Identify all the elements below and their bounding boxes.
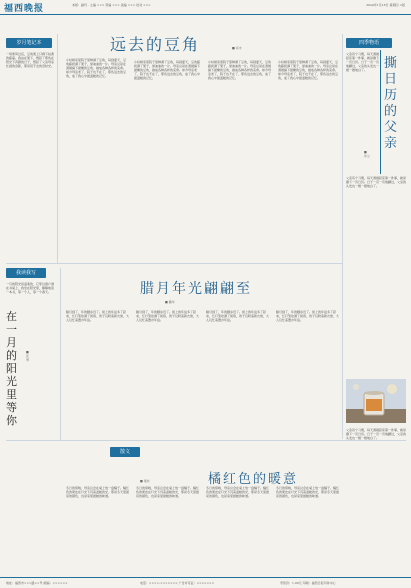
article-body-yangguang: 一月的阳光是温柔的，它穿过窗户洒在书桌上，我坐在阳光里，静静地读一本书，等一个人，等一个春天。: [6, 282, 55, 294]
page-header: [0, 0, 411, 15]
article-title-yangguang: 在一月的阳光里等你: [6, 310, 19, 427]
article-body-laba: 腊月到了，年的脚步近了。街上的年货多了起来，红灯笼挂满了街巷，孩子们盼着新衣裳，大人们忙着置办年货。: [136, 310, 200, 322]
article-body-laba: 腊月到了，年的脚步近了。街上的年货多了起来，红灯笼挂满了街巷，孩子们盼着新衣裳，大人们忙着置办年货。: [276, 310, 340, 322]
article-body-doujiao: 小时候家里院子里种满了豆角，每到夏天，豆角藤爬满了架子，绿油油的一片。母亲总是在清晨摘下最嫩的豆角，做成各种各样的菜肴。如今母亲老了，院子也不在了，那些远去的豆角，成了我心中最温暖的记忆。: [278, 60, 339, 80]
article-body-calendar: 父亲有个习惯，每天清晨起床第一件事，就是撕下一页日历。日子一页一页地翻过，父亲的头发也一根一根地白了。: [346, 52, 380, 72]
section-label-bottom: 散文: [110, 447, 140, 457]
article-body-orange: 冬日的傍晚，母亲总会在桌上放一盘橘子。橘红色的果皮在灯光下闪着温暖的光，那是冬天里最亮的颜色，也是家里最暖的味道。: [66, 486, 130, 498]
header-meta: 本版：副刊 · 主编 ××× 责编 ××× 美编 ××× 校对 ×××: [72, 3, 151, 7]
article-body-orange: 冬日的傍晚，母亲总会在桌上放一盘橘子。橘红色的果皮在灯光下闪着温暖的光，那是冬天里最亮的颜色，也是家里最暖的味道。: [276, 486, 340, 498]
article-body-laba: 腊月到了，年的脚步近了。街上的年货多了起来，红灯笼挂满了街巷，孩子们盼着新衣裳，大人们忙着置办年货。: [66, 310, 130, 322]
article-body-left-col: 一场寒风过后，豆角架上只剩下枯黄的藤蔓。我站在架下，想起了那些在阳光下奔跑的日子，想起了父亲母亲忙碌的身影，那是回不去的旧时光。: [6, 52, 54, 68]
column-divider: [342, 34, 343, 439]
article-title-doujiao: 远去的豆角: [110, 35, 201, 54]
page-footer: [0, 577, 411, 588]
masthead-logo: 福西晚报: [4, 4, 45, 14]
article-title-calendar: 撕日历的父亲: [384, 56, 400, 151]
footer-address: 地址：福西市×××路××号 邮编：××××××: [6, 581, 68, 585]
page-info: 2024年1月18日 星期四 ×版: [366, 3, 405, 7]
section-label-top-right: 四季物语: [346, 38, 392, 48]
article-body-doujiao: 小时候家里院子里种满了豆角，每到夏天，豆角藤爬满了架子，绿油油的一片。母亲总是在清晨摘下最嫩的豆角，做成各种各样的菜肴。如今母亲老了，院子也不在了，那些远去的豆角，成了我心中最温暖的记忆。: [208, 60, 272, 80]
article-author-doujiao: ■ 祁丰: [232, 46, 242, 50]
article-body-doujiao: 小时候家里院子里种满了豆角，每到夏天，豆角藤爬满了架子，绿油油的一片。母亲总是在清晨摘下最嫩的豆角，做成各种各样的菜肴。如今母亲老了，院子也不在了，那些远去的豆角，成了我心中最温暖的记忆。: [134, 60, 201, 80]
photo-candle-jar: [346, 379, 406, 423]
column-divider: [57, 34, 58, 264]
article-author-calendar: ■ 许立: [364, 150, 371, 158]
section-label-mid-left: 我读我写: [6, 268, 46, 278]
row-divider: [6, 263, 342, 264]
footer-print: 零售价：1.00元 印刷：福西日报印务中心: [280, 581, 336, 585]
section-label-top-left: 岁月笔记本: [6, 38, 52, 48]
calendar-title-frame: [380, 50, 407, 174]
article-author-orange: ■ 秦非: [140, 479, 150, 483]
article-title-orange: 橘红色的暖意: [208, 472, 299, 487]
article-author-laba: ■ 魏华: [165, 300, 175, 304]
article-body-laba: 腊月到了，年的脚步近了。街上的年货多了起来，红灯笼挂满了街巷，孩子们盼着新衣裳，大人们忙着置办年货。: [206, 310, 270, 322]
article-body-orange: 冬日的傍晚，母亲总会在桌上放一盘橘子。橘红色的果皮在灯光下闪着温暖的光，那是冬天里最亮的颜色，也是家里最暖的味道。: [136, 486, 200, 498]
footer-contact: 电话：××××-××××××× 广告许可证：×××××××: [140, 581, 215, 585]
article-body-orange: 冬日的傍晚，母亲总会在桌上放一盘橘子。橘红色的果皮在灯光下闪着温暖的光，那是冬天里最亮的颜色，也是家里最暖的味道。: [206, 486, 270, 498]
article-body-calendar: 父亲有个习惯，每天清晨起床第一件事，就是撕下一页日历。日子一页一页地翻过，父亲的头发也一根一根地白了。: [346, 428, 406, 440]
article-title-laba: 腊月年光翩翩至: [140, 281, 252, 297]
article-author-yangguang: ■ 张琴: [26, 350, 30, 362]
article-body-calendar: 父亲有个习惯，每天清晨起床第一件事，就是撕下一页日历。日子一页一页地翻过，父亲的头发也一根一根地白了。: [346, 176, 406, 188]
column-divider: [60, 268, 61, 440]
article-body-doujiao: 小时候家里院子里种满了豆角，每到夏天，豆角藤爬满了架子，绿油油的一片。母亲总是在清晨摘下最嫩的豆角，做成各种各样的菜肴。如今母亲老了，院子也不在了，那些远去的豆角，成了我心中最温暖的记忆。: [66, 58, 127, 78]
